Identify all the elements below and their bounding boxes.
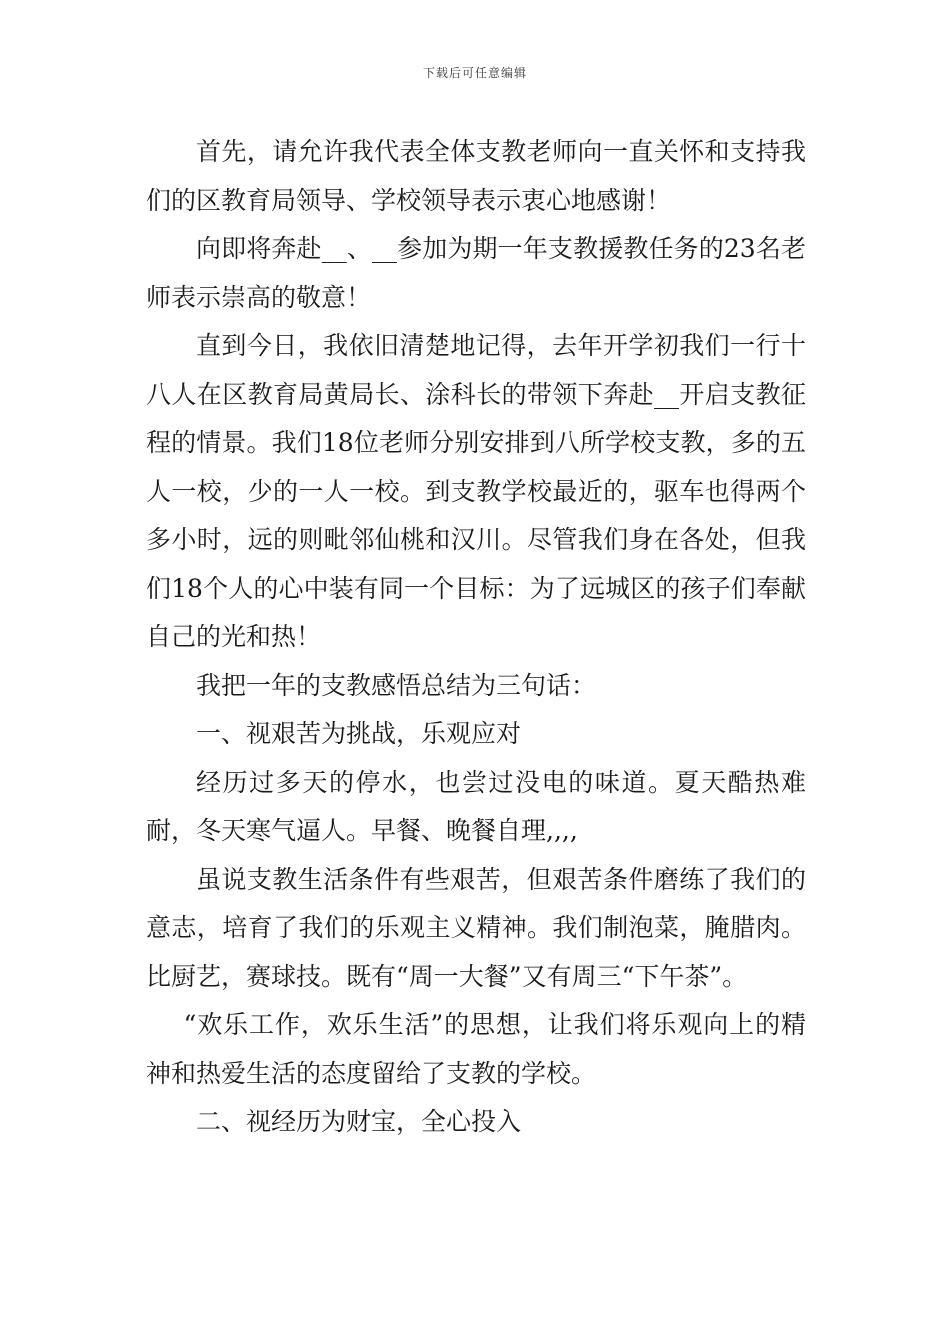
paragraph-summary-intro: 我把一年的支教感悟总结为三句话： xyxy=(196,670,597,700)
paragraph-hardship: 经历过多天的停水，也尝过没电的味道。夏天酷热难耐，冬天寒气逼人。早餐、晚餐自理,,,, xyxy=(146,767,806,845)
paragraph-optimism: 虽说支教生活条件有些艰苦，但艰苦条件磨练了我们的意志，培育了我们的乐观主义精神。我们制泡菜，腌腊肉。比厨艺，赛球技。既有“周一大餐”又有周三“下午茶”。 xyxy=(146,864,806,991)
document-body xyxy=(146,128,806,1147)
section-heading-2: 二、视经历为财宝，全心投入 xyxy=(196,1107,522,1136)
paragraph-respect: 向即将奔赴__、__参加为期一年支教援教任务的23名老师表示崇高的敬意！ xyxy=(146,234,806,312)
paragraph-memory: 直到今日，我依旧清楚地记得，去年开学初我们一行十八人在区教育局黄局长、涂科长的带领下奔赴__开启支教征程的情景。我们18位老师分别安排到八所学校支教，多的五人一校，少的一人一校。到支教学校最近的，驱车也得两个多小时，远的则毗邻仙桃和汉川。尽管我们身在各处，但我们18个人的心中装有同一个目标：为了远城区的孩子们奉献自己的光和热！ xyxy=(146,331,806,651)
paragraph-happy-work: “欢乐工作，欢乐生活”的思想，让我们将乐观向上的精神和热爱生活的态度留给了支教的学校。 xyxy=(146,1010,806,1088)
section-heading-1: 一、视艰苦为挑战，乐观应对 xyxy=(196,719,522,748)
paragraph-thanks: 首先，请允许我代表全体支教老师向一直关怀和支持我们的区教育局领导、学校领导表示衷心地感谢！ xyxy=(146,137,806,215)
header-note: 下载后可任意编辑 xyxy=(422,66,527,80)
